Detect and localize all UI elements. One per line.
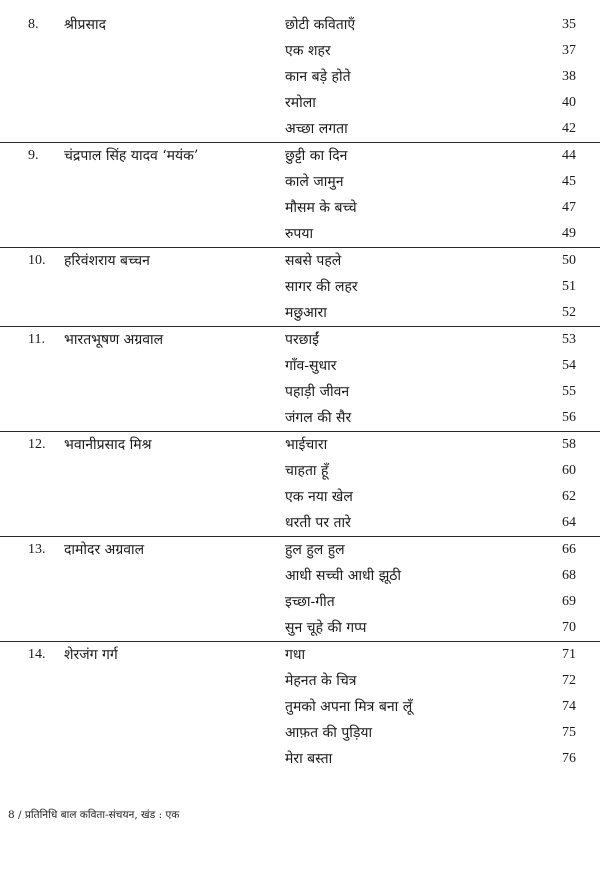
poem-entry — [0, 642, 600, 668]
toc-section — [0, 247, 600, 326]
poem-title: चाहता हूँ — [285, 463, 329, 479]
poem-title: पहाड़ी जीवन — [285, 384, 350, 400]
page-number: 69 — [562, 594, 576, 609]
poem-title: सुन चूहे की गप्प — [285, 620, 367, 636]
poem-title: सागर की लहर — [285, 279, 358, 295]
poem-entry — [0, 589, 600, 615]
poem-title: छुट्टी का दिन — [285, 148, 348, 164]
page-number: 35 — [562, 17, 576, 32]
poem-title: आफ़त की पुड़िया — [285, 725, 373, 741]
poem-entry — [0, 221, 600, 247]
page-number: 49 — [562, 226, 576, 241]
poem-title: गाँव-सुधार — [285, 358, 337, 374]
poem-entry — [0, 458, 600, 484]
page-number: 66 — [562, 542, 576, 557]
poem-entry — [0, 615, 600, 641]
page-footer: 8 / प्रतिनिधि बाल कविता-संचयन, खंड : एक — [8, 809, 180, 821]
poem-title: सबसे पहले — [285, 253, 342, 269]
poem-entry — [0, 668, 600, 694]
toc-section — [0, 142, 600, 247]
poem-title: अच्छा लगता — [285, 121, 348, 137]
page-number: 52 — [562, 305, 576, 320]
poet-name: हरिवंशराय बच्चन — [64, 253, 150, 269]
toc-section — [0, 536, 600, 641]
page-number: 53 — [562, 332, 576, 347]
page-number: 58 — [562, 437, 576, 452]
page-number: 44 — [562, 148, 576, 163]
page-number: 55 — [562, 384, 576, 399]
poem-title: एक नया खेल — [285, 489, 353, 505]
toc-section — [0, 326, 600, 431]
poem-entry — [0, 563, 600, 589]
page-number: 62 — [562, 489, 576, 504]
page-number: 75 — [562, 725, 576, 740]
page-number: 45 — [562, 174, 576, 189]
poem-entry — [0, 484, 600, 510]
page-number: 70 — [562, 620, 576, 635]
poem-title: आधी सच्ची आधी झूठी — [285, 568, 402, 584]
page-number: 54 — [562, 358, 576, 373]
poem-entry — [0, 143, 600, 169]
page-number: 64 — [562, 515, 576, 530]
poet-name: दामोदर अग्रवाल — [64, 542, 145, 558]
page-number: 60 — [562, 463, 576, 478]
poem-entry — [0, 720, 600, 746]
poet-name: भारतभूषण अग्रवाल — [64, 332, 164, 348]
poem-title: जंगल की सैर — [285, 410, 352, 426]
page-number: 42 — [562, 121, 576, 136]
poem-title: कान बड़े होते — [285, 69, 351, 85]
poem-entry — [0, 300, 600, 326]
poem-title: मौसम के बच्चे — [285, 200, 357, 216]
poem-title: हुल हुल हुल — [285, 542, 345, 558]
poem-entry — [0, 746, 600, 772]
poet-name: भवानीप्रसाद मिश्र — [64, 437, 152, 453]
poem-entry — [0, 379, 600, 405]
poet-name: श्रीप्रसाद — [64, 17, 107, 33]
poem-title: मेरा बस्ता — [285, 751, 333, 767]
poet-name: चंद्रपाल सिंह यादव ‘मयंक’ — [64, 148, 199, 164]
poem-entry — [0, 195, 600, 221]
section-number: 9. — [28, 148, 39, 163]
poem-title: भाईचारा — [285, 437, 328, 453]
page-number: 38 — [562, 69, 576, 84]
poem-title: रुपया — [285, 226, 314, 242]
toc-section — [0, 12, 600, 142]
section-number: 12. — [28, 437, 46, 452]
poem-entry — [0, 64, 600, 90]
poem-entry — [0, 353, 600, 379]
page-number: 71 — [562, 647, 576, 662]
page-number: 51 — [562, 279, 576, 294]
poem-title: गधा — [285, 647, 306, 663]
poem-title: तुमको अपना मित्र बना लूँ — [285, 699, 413, 715]
toc-section — [0, 641, 600, 772]
section-number: 14. — [28, 647, 46, 662]
poem-title: मेहनत के चित्र — [285, 673, 357, 689]
poem-entry — [0, 405, 600, 431]
page-number: 76 — [562, 751, 576, 766]
section-number: 11. — [28, 332, 45, 347]
poem-entry — [0, 274, 600, 300]
page-number: 56 — [562, 410, 576, 425]
poem-entry — [0, 116, 600, 142]
table-of-contents — [0, 12, 600, 772]
poem-title: काले जामुन — [285, 174, 344, 190]
page-number: 68 — [562, 568, 576, 583]
poem-title: रमोला — [285, 95, 316, 111]
section-number: 10. — [28, 253, 46, 268]
poem-title: धरती पर तारे — [285, 515, 351, 531]
poem-entry — [0, 327, 600, 353]
toc-section — [0, 431, 600, 536]
poem-title: मछुआरा — [285, 305, 327, 321]
poem-title: एक शहर — [285, 43, 331, 59]
section-number: 8. — [28, 17, 39, 32]
poem-entry — [0, 510, 600, 536]
poem-entry — [0, 537, 600, 563]
poem-title: परछाईं — [285, 332, 319, 348]
page-number: 40 — [562, 95, 576, 110]
poet-name: शेरजंग गर्ग — [64, 647, 118, 663]
poem-title: इच्छा-गीत — [285, 594, 335, 610]
poem-title: छोटी कविताएँ — [285, 17, 356, 33]
page-number: 74 — [562, 699, 576, 714]
poem-entry — [0, 432, 600, 458]
poem-entry — [0, 38, 600, 64]
poem-entry — [0, 90, 600, 116]
page-number: 72 — [562, 673, 576, 688]
poem-entry — [0, 169, 600, 195]
page-number: 47 — [562, 200, 576, 215]
poem-entry — [0, 694, 600, 720]
section-number: 13. — [28, 542, 46, 557]
page-number: 37 — [562, 43, 576, 58]
poem-entry — [0, 12, 600, 38]
page-number: 50 — [562, 253, 576, 268]
poem-entry — [0, 248, 600, 274]
